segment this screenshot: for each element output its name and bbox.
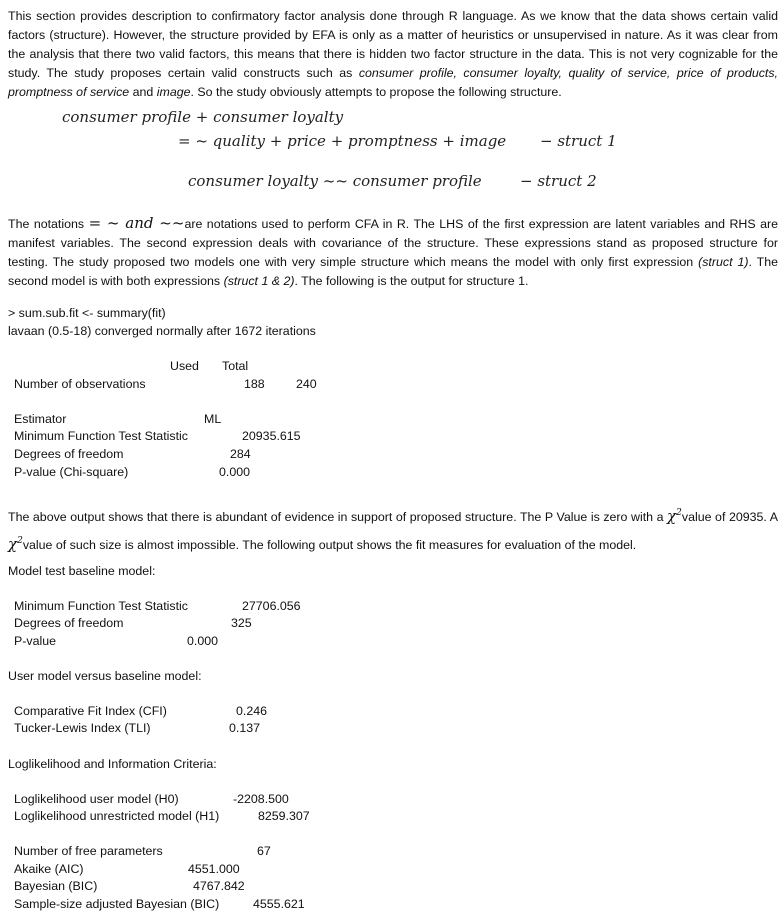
sabic-label: Sample-size adjusted Bayesian (BIC) — [14, 897, 220, 911]
free-params-value: 67 — [257, 844, 271, 858]
tli-label: Tucker-Lewis Index (TLI) — [14, 721, 151, 735]
loglik-heading: Loglikelihood and Information Criteria: — [8, 757, 217, 771]
notation-end: . The following is the output for structure 1. — [294, 274, 529, 288]
cfi-label: Comparative Fit Index (CFI) — [14, 704, 167, 718]
loglik-h0-label: Loglikelihood user model (H0) — [14, 792, 179, 806]
notation-symbols: = ~ and ~~ — [88, 214, 185, 232]
baseline-dof-label: Degrees of freedom — [14, 616, 124, 630]
aic-value: 4551.000 — [188, 862, 240, 876]
equation-1-lhs: consumer profile + consumer loyalty — [62, 108, 344, 126]
intro-and: and — [129, 85, 157, 99]
pvalue-chisq-value: 0.000 — [219, 465, 251, 479]
used-header: Used — [170, 359, 199, 373]
observations-label: Number of observations — [14, 377, 146, 391]
total-header: Total — [222, 359, 249, 373]
equation-2: consumer loyalty ~~ consumer profile — [188, 172, 482, 190]
intro-constructs: consumer profile, consumer loyalty, quality of service, price of products, promptness of service — [8, 66, 779, 99]
evidence-post: value of such size is almost impossible. The following output shows the fit measures for evaluation of the model. — [22, 538, 637, 552]
code-command: > sum.sub.fit <- summary(fit) — [8, 306, 166, 320]
intro-text: This section provides description to confirmatory factor analysis done through R language. As we know that the data shows certain valid factors (structure). However, the structure provided by EFA is only as a matter of heuristics or unsupervised in nature. As it was clear from the analysis that there two valid factors, this means that there is hidden two factor structure in the data. This is not very cognizable for the study. The study proposes certain valid constructs such as — [8, 9, 778, 80]
intro-image: image — [156, 85, 191, 99]
mfts-label: Minimum Function Test Statistic — [14, 429, 188, 443]
pvalue-chisq-label: P-value (Chi-square) — [14, 465, 129, 479]
intro-paragraph — [8, 7, 778, 102]
dof-label: Degrees of freedom — [14, 447, 124, 461]
bic-label: Bayesian (BIC) — [14, 879, 98, 893]
observations-total: 240 — [296, 377, 317, 391]
equation-1-rhs: = ~ quality + price + promptness + image — [178, 132, 507, 150]
observations-used: 188 — [244, 377, 265, 391]
intro-end: . So the study obviously attempts to propose the following structure. — [190, 85, 562, 99]
evidence-mid: value of 20935. A — [681, 510, 778, 524]
baseline-mfts-value: 27706.056 — [242, 599, 301, 613]
loglik-h1-label: Loglikelihood unrestricted model (H1) — [14, 809, 220, 823]
bic-value: 4767.842 — [193, 879, 245, 893]
equation-1-tag: − struct 1 — [540, 132, 617, 150]
estimator-label: Estimator — [14, 412, 67, 426]
cfi-value: 0.246 — [236, 704, 268, 718]
baseline-mfts-label: Minimum Function Test Statistic — [14, 599, 188, 613]
notation-mid: . The second model is with both expressions — [8, 255, 778, 288]
loglik-h0-value: -2208.500 — [233, 792, 289, 806]
notation-paragraph — [8, 214, 778, 291]
free-params-label: Number of free parameters — [14, 844, 163, 858]
dof-value: 284 — [230, 447, 251, 461]
baseline-heading: Model test baseline model: — [8, 564, 156, 578]
baseline-pvalue-label: P-value — [14, 634, 57, 648]
chi-symbol-2: $\chi^2$ — [8, 535, 23, 553]
user-vs-baseline-heading: User model versus baseline model: — [8, 669, 202, 683]
notation-struct1: (struct 1) — [698, 255, 749, 269]
tli-value: 0.137 — [229, 721, 261, 735]
chi-symbol-1: $\chi^2$ — [667, 507, 682, 525]
notation-struct12: (struct 1 & 2) — [223, 274, 295, 288]
mfts-value: 20935.615 — [242, 429, 301, 443]
equation-2-tag: − struct 2 — [520, 172, 597, 190]
evidence-pre: The above output shows that there is abundant of evidence in support of proposed structure. The P Value is zero with a — [8, 510, 668, 524]
notation-post: are notations used to perform CFA in R. The LHS of the first expression are latent variables and RHS are manifest variables. The second expression deals with covariance of the structure. These expressions stand as proposed structure for testing. The study proposed two models one with very simple structure which means the model with only first expression — [8, 217, 778, 269]
estimator-value: ML — [204, 412, 222, 426]
loglik-h1-value: 8259.307 — [258, 809, 310, 823]
baseline-pvalue-value: 0.000 — [187, 634, 219, 648]
evidence-paragraph — [8, 501, 778, 557]
sabic-value: 4555.621 — [253, 897, 305, 911]
lavaan-status: lavaan (0.5-18) converged normally after 1672 iterations — [8, 324, 316, 338]
aic-label: Akaike (AIC) — [14, 862, 84, 876]
baseline-dof-value: 325 — [231, 616, 252, 630]
notation-pre: The notations — [8, 217, 89, 231]
